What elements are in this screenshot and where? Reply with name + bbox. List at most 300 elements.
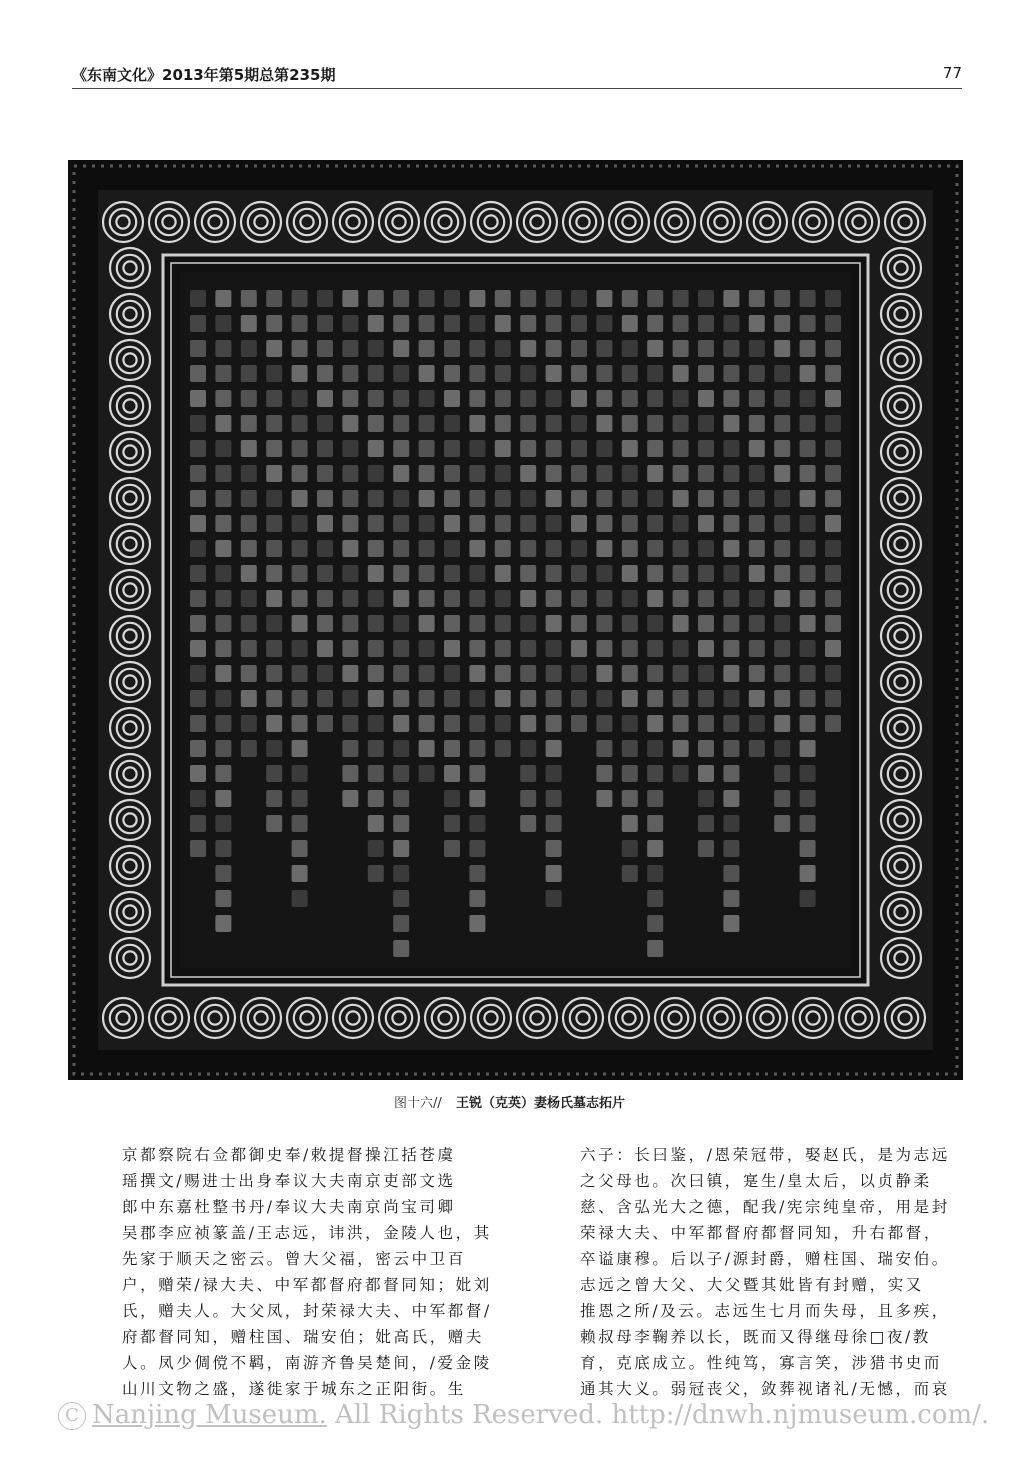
inscription-glyph — [546, 840, 562, 857]
inscription-glyph — [647, 340, 663, 357]
inscription-glyph — [673, 615, 689, 632]
inscription-glyph — [419, 690, 435, 707]
inscription-glyph — [774, 340, 790, 357]
inscription-glyph — [571, 565, 587, 582]
inscription-glyph — [800, 540, 816, 557]
inscription-glyph — [571, 315, 587, 332]
body-line: 推恩之所/及云。志远生七月而失母，且多疾， — [580, 1302, 950, 1320]
inscription-glyph — [241, 315, 257, 332]
inscription-glyph — [292, 665, 308, 682]
inscription-glyph — [393, 890, 409, 907]
inscription-glyph — [215, 740, 231, 757]
inscription-glyph — [622, 390, 638, 407]
inscription-glyph — [190, 565, 206, 582]
inscription-glyph — [749, 540, 765, 557]
inscription-glyph — [647, 765, 663, 782]
inscription-glyph — [393, 390, 409, 407]
inscription-glyph — [546, 790, 562, 807]
inscription-glyph — [825, 290, 841, 307]
inscription-glyph — [342, 340, 358, 357]
inscription-glyph — [800, 890, 816, 907]
inscription-glyph — [469, 890, 485, 907]
inscription-glyph — [292, 815, 308, 832]
inscription-glyph — [215, 640, 231, 657]
inscription-glyph — [723, 365, 739, 382]
inscription-glyph — [317, 565, 333, 582]
inscription-glyph — [596, 640, 612, 657]
inscription-glyph — [444, 840, 460, 857]
inscription-glyph — [520, 315, 536, 332]
inscription-glyph — [266, 690, 282, 707]
inscription-glyph — [190, 765, 206, 782]
inscription-glyph — [368, 790, 384, 807]
inscription-glyph — [622, 540, 638, 557]
body-line: 吴郡李应祯篆盖/王志远，讳洪，金陵人也，其 — [122, 1224, 492, 1242]
inscription-glyph — [342, 515, 358, 532]
inscription-glyph — [469, 715, 485, 732]
inscription-glyph — [495, 440, 511, 457]
inscription-glyph — [393, 290, 409, 307]
inscription-glyph — [215, 615, 231, 632]
inscription-glyph — [368, 690, 384, 707]
inscription-glyph — [292, 865, 308, 882]
inscription-glyph — [241, 365, 257, 382]
inscription-glyph — [774, 415, 790, 432]
inscription-glyph — [292, 290, 308, 307]
inscription-glyph — [419, 415, 435, 432]
inscription-glyph — [673, 740, 689, 757]
inscription-glyph — [520, 565, 536, 582]
inscription-glyph — [673, 765, 689, 782]
inscription-glyph — [622, 865, 638, 882]
inscription-glyph — [723, 715, 739, 732]
inscription-glyph — [292, 365, 308, 382]
inscription-glyph — [215, 690, 231, 707]
inscription-glyph — [825, 490, 841, 507]
inscription-glyph — [444, 465, 460, 482]
inscription-glyph — [774, 590, 790, 607]
inscription-glyph — [596, 340, 612, 357]
inscription-glyph — [571, 440, 587, 457]
inscription-glyph — [266, 640, 282, 657]
inscription-glyph — [469, 765, 485, 782]
inscription-glyph — [469, 290, 485, 307]
watermark-url[interactable]: http://dnwh.njmuseum.com/. — [603, 1400, 990, 1430]
inscription-glyph — [419, 565, 435, 582]
inscription-glyph — [368, 565, 384, 582]
inscription-glyph — [622, 765, 638, 782]
inscription-glyph — [825, 465, 841, 482]
inscription-glyph — [546, 865, 562, 882]
inscription-glyph — [774, 765, 790, 782]
inscription-glyph — [342, 465, 358, 482]
body-line: 之父母也。次曰镇，寔生/皇太后，以贞静柔 — [580, 1172, 932, 1190]
inscription-glyph — [419, 765, 435, 782]
inscription-glyph — [469, 815, 485, 832]
inscription-glyph — [520, 765, 536, 782]
inscription-glyph — [190, 790, 206, 807]
inscription-glyph — [673, 340, 689, 357]
inscription-glyph — [571, 465, 587, 482]
body-line: 瑶撰文/赐进士出身奉议大夫南京吏部文选 — [122, 1172, 456, 1190]
inscription-glyph — [241, 440, 257, 457]
inscription-glyph — [622, 340, 638, 357]
inscription-glyph — [495, 290, 511, 307]
inscription-glyph — [444, 665, 460, 682]
inscription-glyph — [342, 490, 358, 507]
inscription-glyph — [647, 640, 663, 657]
inscription-glyph — [622, 440, 638, 457]
inscription-glyph — [698, 740, 714, 757]
inscription-glyph — [698, 590, 714, 607]
inscription-glyph — [469, 565, 485, 582]
inscription-glyph — [444, 315, 460, 332]
inscription-glyph — [368, 765, 384, 782]
inscription-glyph — [419, 390, 435, 407]
inscription-glyph — [368, 490, 384, 507]
inscription-glyph — [444, 490, 460, 507]
inscription-glyph — [673, 540, 689, 557]
inscription-glyph — [647, 565, 663, 582]
inscription-glyph — [342, 390, 358, 407]
inscription-glyph — [673, 365, 689, 382]
inscription-glyph — [317, 490, 333, 507]
inscription-glyph — [596, 390, 612, 407]
inscription-glyph — [673, 640, 689, 657]
inscription-glyph — [622, 415, 638, 432]
inscription-glyph — [241, 715, 257, 732]
inscription-glyph — [241, 540, 257, 557]
inscription-glyph — [596, 665, 612, 682]
inscription-glyph — [241, 615, 257, 632]
inscription-glyph — [215, 340, 231, 357]
inscription-glyph — [571, 615, 587, 632]
inscription-glyph — [215, 515, 231, 532]
inscription-glyph — [190, 340, 206, 357]
inscription-glyph — [774, 565, 790, 582]
inscription-glyph — [800, 690, 816, 707]
inscription-glyph — [673, 415, 689, 432]
inscription-glyph — [317, 690, 333, 707]
inscription-glyph — [215, 840, 231, 857]
inscription-glyph — [190, 640, 206, 657]
inscription-glyph — [342, 365, 358, 382]
inscription-glyph — [469, 690, 485, 707]
inscription-glyph — [749, 340, 765, 357]
inscription-glyph — [190, 515, 206, 532]
inscription-glyph — [317, 415, 333, 432]
inscription-glyph — [800, 390, 816, 407]
inscription-glyph — [647, 290, 663, 307]
inscription-glyph — [241, 690, 257, 707]
inscription-glyph — [825, 340, 841, 357]
inscription-glyph — [393, 815, 409, 832]
inscription-glyph — [393, 715, 409, 732]
inscription-glyph — [825, 590, 841, 607]
inscription-glyph — [368, 865, 384, 882]
inscription-glyph — [444, 640, 460, 657]
inscription-glyph — [774, 540, 790, 557]
inscription-glyph — [800, 565, 816, 582]
inscription-glyph — [215, 890, 231, 907]
inscription-glyph — [393, 640, 409, 657]
inscription-glyph — [774, 290, 790, 307]
body-line: 郎中东嘉杜整书丹/奉议大夫南京尚宝司卿 — [122, 1198, 456, 1216]
inscription-glyph — [368, 465, 384, 482]
inscription-glyph — [393, 565, 409, 582]
inscription-glyph — [800, 490, 816, 507]
inscription-glyph — [266, 340, 282, 357]
inscription-glyph — [495, 465, 511, 482]
inscription-glyph — [241, 665, 257, 682]
inscription-glyph — [546, 740, 562, 757]
inscription-glyph — [368, 515, 384, 532]
inscription-glyph — [673, 590, 689, 607]
inscription-glyph — [190, 740, 206, 757]
inscription-glyph — [495, 740, 511, 757]
inscription-glyph — [368, 440, 384, 457]
inscription-glyph — [647, 490, 663, 507]
inscription-glyph — [368, 740, 384, 757]
inscription-glyph — [520, 540, 536, 557]
inscription-glyph — [723, 315, 739, 332]
inscription-glyph — [723, 690, 739, 707]
inscription-glyph — [419, 540, 435, 557]
inscription-glyph — [825, 640, 841, 657]
inscription-glyph — [673, 315, 689, 332]
inscription-glyph — [647, 590, 663, 607]
inscription-glyph — [495, 690, 511, 707]
watermark-rights: All Rights Reserved. — [326, 1400, 604, 1430]
inscription-glyph — [774, 515, 790, 532]
inscription-glyph — [596, 790, 612, 807]
inscription-glyph — [774, 690, 790, 707]
inscription-glyph — [622, 690, 638, 707]
inscription-glyph — [825, 440, 841, 457]
inscription-glyph — [825, 515, 841, 532]
inscription-glyph — [317, 365, 333, 382]
inscription-glyph — [520, 365, 536, 382]
inscription-glyph — [292, 890, 308, 907]
inscription-glyph — [190, 665, 206, 682]
inscription-glyph — [393, 940, 409, 957]
inscription-glyph — [469, 615, 485, 632]
inscription-glyph — [749, 490, 765, 507]
inscription-glyph — [825, 615, 841, 632]
inscription-glyph — [520, 690, 536, 707]
inscription-glyph — [190, 390, 206, 407]
inscription-glyph — [444, 715, 460, 732]
inscription-glyph — [647, 665, 663, 682]
inscription-glyph — [469, 915, 485, 932]
inscription-glyph — [266, 665, 282, 682]
inscription-glyph — [342, 590, 358, 607]
inscription-glyph — [800, 740, 816, 757]
inscription-glyph — [800, 665, 816, 682]
figure-caption — [0, 1092, 1019, 1111]
copyright-icon: C — [58, 1402, 86, 1430]
inscription-glyph — [698, 715, 714, 732]
inscription-glyph — [266, 815, 282, 832]
inscription-glyph — [317, 290, 333, 307]
inscription-glyph — [419, 590, 435, 607]
inscription-glyph — [825, 690, 841, 707]
inscription-glyph — [571, 415, 587, 432]
figure-label: 图十六// — [394, 1096, 442, 1111]
inscription-glyph — [698, 765, 714, 782]
inscription-glyph — [241, 490, 257, 507]
inscription-glyph — [571, 515, 587, 532]
inscription-glyph — [673, 390, 689, 407]
inscription-glyph — [444, 390, 460, 407]
inscription-glyph — [520, 515, 536, 532]
inscription-glyph — [317, 540, 333, 557]
inscription-glyph — [520, 815, 536, 832]
inscription-glyph — [698, 565, 714, 582]
inscription-glyph — [495, 315, 511, 332]
inscription-glyph — [469, 415, 485, 432]
inscription-glyph — [190, 490, 206, 507]
inscription-glyph — [571, 690, 587, 707]
inscription-glyph — [444, 690, 460, 707]
running-head — [72, 64, 962, 88]
inscription-glyph — [393, 315, 409, 332]
inscription-glyph — [342, 740, 358, 757]
inscription-glyph — [215, 790, 231, 807]
inscription-glyph — [546, 890, 562, 907]
inscription-glyph — [546, 490, 562, 507]
inscription-glyph — [596, 690, 612, 707]
inscription-glyph — [393, 740, 409, 757]
inscription-glyph — [266, 515, 282, 532]
body-column-right — [580, 1142, 960, 1402]
inscription-glyph — [190, 540, 206, 557]
inscription-glyph — [546, 365, 562, 382]
inscription-glyph — [571, 640, 587, 657]
inscription-glyph — [368, 715, 384, 732]
inscription-glyph — [723, 815, 739, 832]
inscription-glyph — [190, 290, 206, 307]
body-line: 荣禄大夫、中军都督府都督同知，升右都督， — [580, 1224, 943, 1242]
inscription-glyph — [393, 840, 409, 857]
inscription-glyph — [266, 740, 282, 757]
inscription-glyph — [698, 615, 714, 632]
inscription-glyph — [469, 515, 485, 532]
inscription-glyph — [800, 365, 816, 382]
inscription-glyph — [266, 390, 282, 407]
inscription-glyph — [774, 790, 790, 807]
inscription-glyph — [317, 640, 333, 657]
inscription-glyph — [546, 290, 562, 307]
inscription-glyph — [723, 465, 739, 482]
inscription-glyph — [774, 390, 790, 407]
watermark-owner[interactable]: Nanjing Museum. — [92, 1400, 327, 1430]
inscription-glyph — [774, 615, 790, 632]
inscription-glyph — [622, 840, 638, 857]
inscription-glyph — [698, 390, 714, 407]
inscription-glyph — [698, 515, 714, 532]
rubbing-illustration — [68, 160, 963, 1080]
inscription-glyph — [749, 565, 765, 582]
inscription-glyph — [571, 340, 587, 357]
inscription-glyph — [723, 890, 739, 907]
inscription-glyph — [419, 365, 435, 382]
inscription-glyph — [469, 490, 485, 507]
inscription-glyph — [393, 615, 409, 632]
inscription-glyph — [596, 515, 612, 532]
inscription-glyph — [673, 715, 689, 732]
inscription-glyph — [215, 390, 231, 407]
inscription-glyph — [342, 690, 358, 707]
inscription-glyph — [419, 665, 435, 682]
inscription-glyph — [622, 365, 638, 382]
inscription-glyph — [749, 515, 765, 532]
inscription-glyph — [495, 615, 511, 632]
inscription-glyph — [596, 740, 612, 757]
inscription-glyph — [215, 290, 231, 307]
inscription-glyph — [317, 515, 333, 532]
inscription-glyph — [546, 815, 562, 832]
inscription-glyph — [622, 290, 638, 307]
inscription-glyph — [723, 865, 739, 882]
inscription-glyph — [596, 290, 612, 307]
inscription-glyph — [393, 440, 409, 457]
inscription-glyph — [495, 565, 511, 582]
inscription-glyph — [571, 715, 587, 732]
inscription-glyph — [190, 715, 206, 732]
copyright-watermark — [58, 1400, 990, 1440]
inscription-glyph — [469, 340, 485, 357]
inscription-glyph — [546, 640, 562, 657]
inscription-glyph — [215, 665, 231, 682]
inscription-glyph — [723, 490, 739, 507]
inscription-glyph — [393, 415, 409, 432]
inscription-glyph — [647, 715, 663, 732]
inscription-glyph — [444, 815, 460, 832]
inscription-glyph — [419, 340, 435, 357]
inscription-glyph — [673, 565, 689, 582]
inscription-glyph — [749, 365, 765, 382]
inscription-glyph — [342, 665, 358, 682]
inscription-glyph — [723, 440, 739, 457]
inscription-glyph — [546, 590, 562, 607]
inscription-glyph — [698, 340, 714, 357]
inscription-glyph — [546, 565, 562, 582]
inscription-glyph — [774, 715, 790, 732]
inscription-glyph — [800, 440, 816, 457]
inscription-glyph — [774, 815, 790, 832]
inscription-glyph — [647, 890, 663, 907]
inscription-glyph — [266, 490, 282, 507]
inscription-glyph — [368, 665, 384, 682]
inscription-glyph — [723, 590, 739, 607]
inscription-glyph — [698, 840, 714, 857]
inscription-glyph — [698, 665, 714, 682]
inscription-glyph — [520, 415, 536, 432]
journal-title: 《东南文化》2013年第5期总第235期 — [72, 66, 336, 84]
inscription-glyph — [571, 665, 587, 682]
inscription-glyph — [444, 790, 460, 807]
inscription-glyph — [596, 440, 612, 457]
inscription-glyph — [800, 465, 816, 482]
inscription-glyph — [342, 565, 358, 582]
inscription-glyph — [317, 440, 333, 457]
inscription-glyph — [241, 290, 257, 307]
inscription-glyph — [546, 715, 562, 732]
body-line: 户，赠荣/禄大夫、中军都督府都督同知；妣刘 — [122, 1276, 492, 1294]
header-rule — [72, 88, 962, 89]
inscription-glyph — [215, 540, 231, 557]
